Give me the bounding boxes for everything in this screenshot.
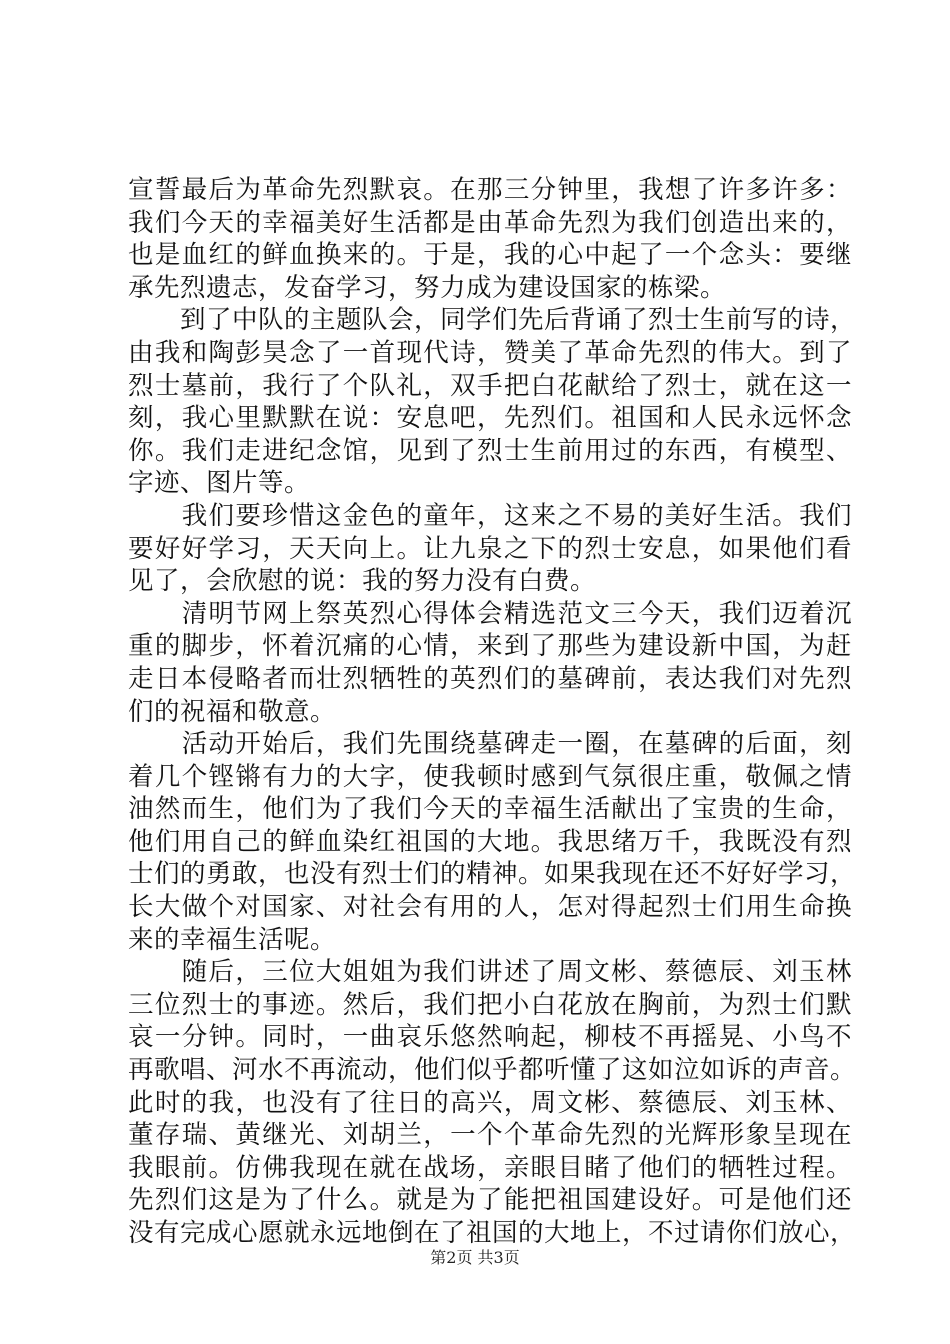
text-line: 到了中队的主题队会，同学们先后背诵了烈士生前写的诗， <box>128 305 857 336</box>
text-line: 刻，我心里默默在说：安息吧，先烈们。祖国和人民永远怀念 <box>128 403 852 434</box>
paragraph <box>128 304 857 500</box>
text-line: 你。我们走进纪念馆，见到了烈士生前用过的东西，有模型、 <box>128 435 852 466</box>
text-line: 三位烈士的事迹。然后，我们把小白花放在胸前，为烈士们默 <box>128 989 852 1020</box>
paragraph <box>128 500 852 598</box>
text-line: 董存瑞、黄继光、刘胡兰，一个个革命先烈的光辉形象呈现在 <box>128 1120 852 1151</box>
text-line: 活动开始后，我们先围绕墓碑走一圈，在墓碑的后面，刻 <box>128 729 852 760</box>
paragraph <box>128 598 852 728</box>
text-line: 见了，会欣慰的说：我的努力没有白费。 <box>128 566 597 597</box>
text-line: 哀一分钟。同时，一曲哀乐悠然响起，柳枝不再摇晃、小鸟不 <box>128 1022 852 1053</box>
text-line: 重的脚步，怀着沉痛的心情，来到了那些为建设新中国，为赶 <box>128 631 852 662</box>
text-line: 来的幸福生活呢。 <box>128 924 337 955</box>
text-line: 字迹、图片等。 <box>128 468 311 499</box>
paragraph <box>128 956 857 1249</box>
text-line: 我们今天的幸福美好生活都是由革命先烈为我们创造出来的， <box>128 207 852 238</box>
text-line: 先烈们这是为了什么。就是为了能把祖国建设好。可是他们还 <box>128 1185 852 1216</box>
text-line: 要好好学习，天天向上。让九泉之下的烈士安息，如果他们看 <box>128 533 852 564</box>
text-line: 长大做个对国家、对社会有用的人，怎对得起烈士们用生命换 <box>128 892 852 923</box>
text-line: 没有完成心愿就永远地倒在了祖国的大地上，不过请你们放心， <box>128 1218 857 1248</box>
text-line: 们的祝福和敬意。 <box>128 696 337 727</box>
text-line: 宣誓最后为革命先烈默哀。在那三分钟里，我想了许多许多： <box>128 175 852 205</box>
document-body <box>128 174 857 1250</box>
text-line: 走日本侵略者而壮烈牺牲的英烈们的墓碑前，表达我们对先烈 <box>128 663 852 694</box>
text-line: 我眼前。仿佛我现在就在战场，亲眼目睹了他们的牺牲过程。 <box>128 1152 852 1183</box>
text-line: 由我和陶彭昊念了一首现代诗，赞美了革命先烈的伟大。到了 <box>128 337 852 368</box>
text-line: 清明节网上祭英烈心得体会精选范文三今天，我们迈着沉 <box>128 598 852 629</box>
text-line: 也是血红的鲜血换来的。于是，我的心中起了一个念头：要继 <box>128 240 852 271</box>
text-line: 烈士墓前，我行了个队礼，双手把白花献给了烈士，就在这一 <box>128 370 852 401</box>
text-line: 我们要珍惜这金色的童年，这来之不易的美好生活。我们 <box>128 500 852 531</box>
page-number-footer: 第2页 共3页 <box>430 1248 520 1267</box>
text-line: 随后，三位大姐姐为我们讲述了周文彬、蔡德辰、刘玉林 <box>128 957 852 988</box>
paragraph <box>128 174 852 304</box>
text-line: 着几个铿锵有力的大字，使我顿时感到气氛很庄重，敬佩之情 <box>128 761 852 792</box>
paragraph <box>128 728 857 956</box>
text-line: 再歌唱、河水不再流动，他们似乎都听懂了这如泣如诉的声音。 <box>128 1055 857 1086</box>
text-line: 此时的我，也没有了往日的高兴，周文彬、蔡德辰、刘玉林、 <box>128 1087 852 1118</box>
text-line: 承先烈遗志，发奋学习，努力成为建设国家的栋梁。 <box>128 272 727 303</box>
text-line: 油然而生，他们为了我们今天的幸福生活献出了宝贵的生命， <box>128 794 852 825</box>
text-line: 他们用自己的鲜血染红祖国的大地。我思绪万千，我既没有烈 <box>128 826 852 857</box>
text-line: 士们的勇敢，也没有烈士们的精神。如果我现在还不好好学习， <box>128 859 857 890</box>
